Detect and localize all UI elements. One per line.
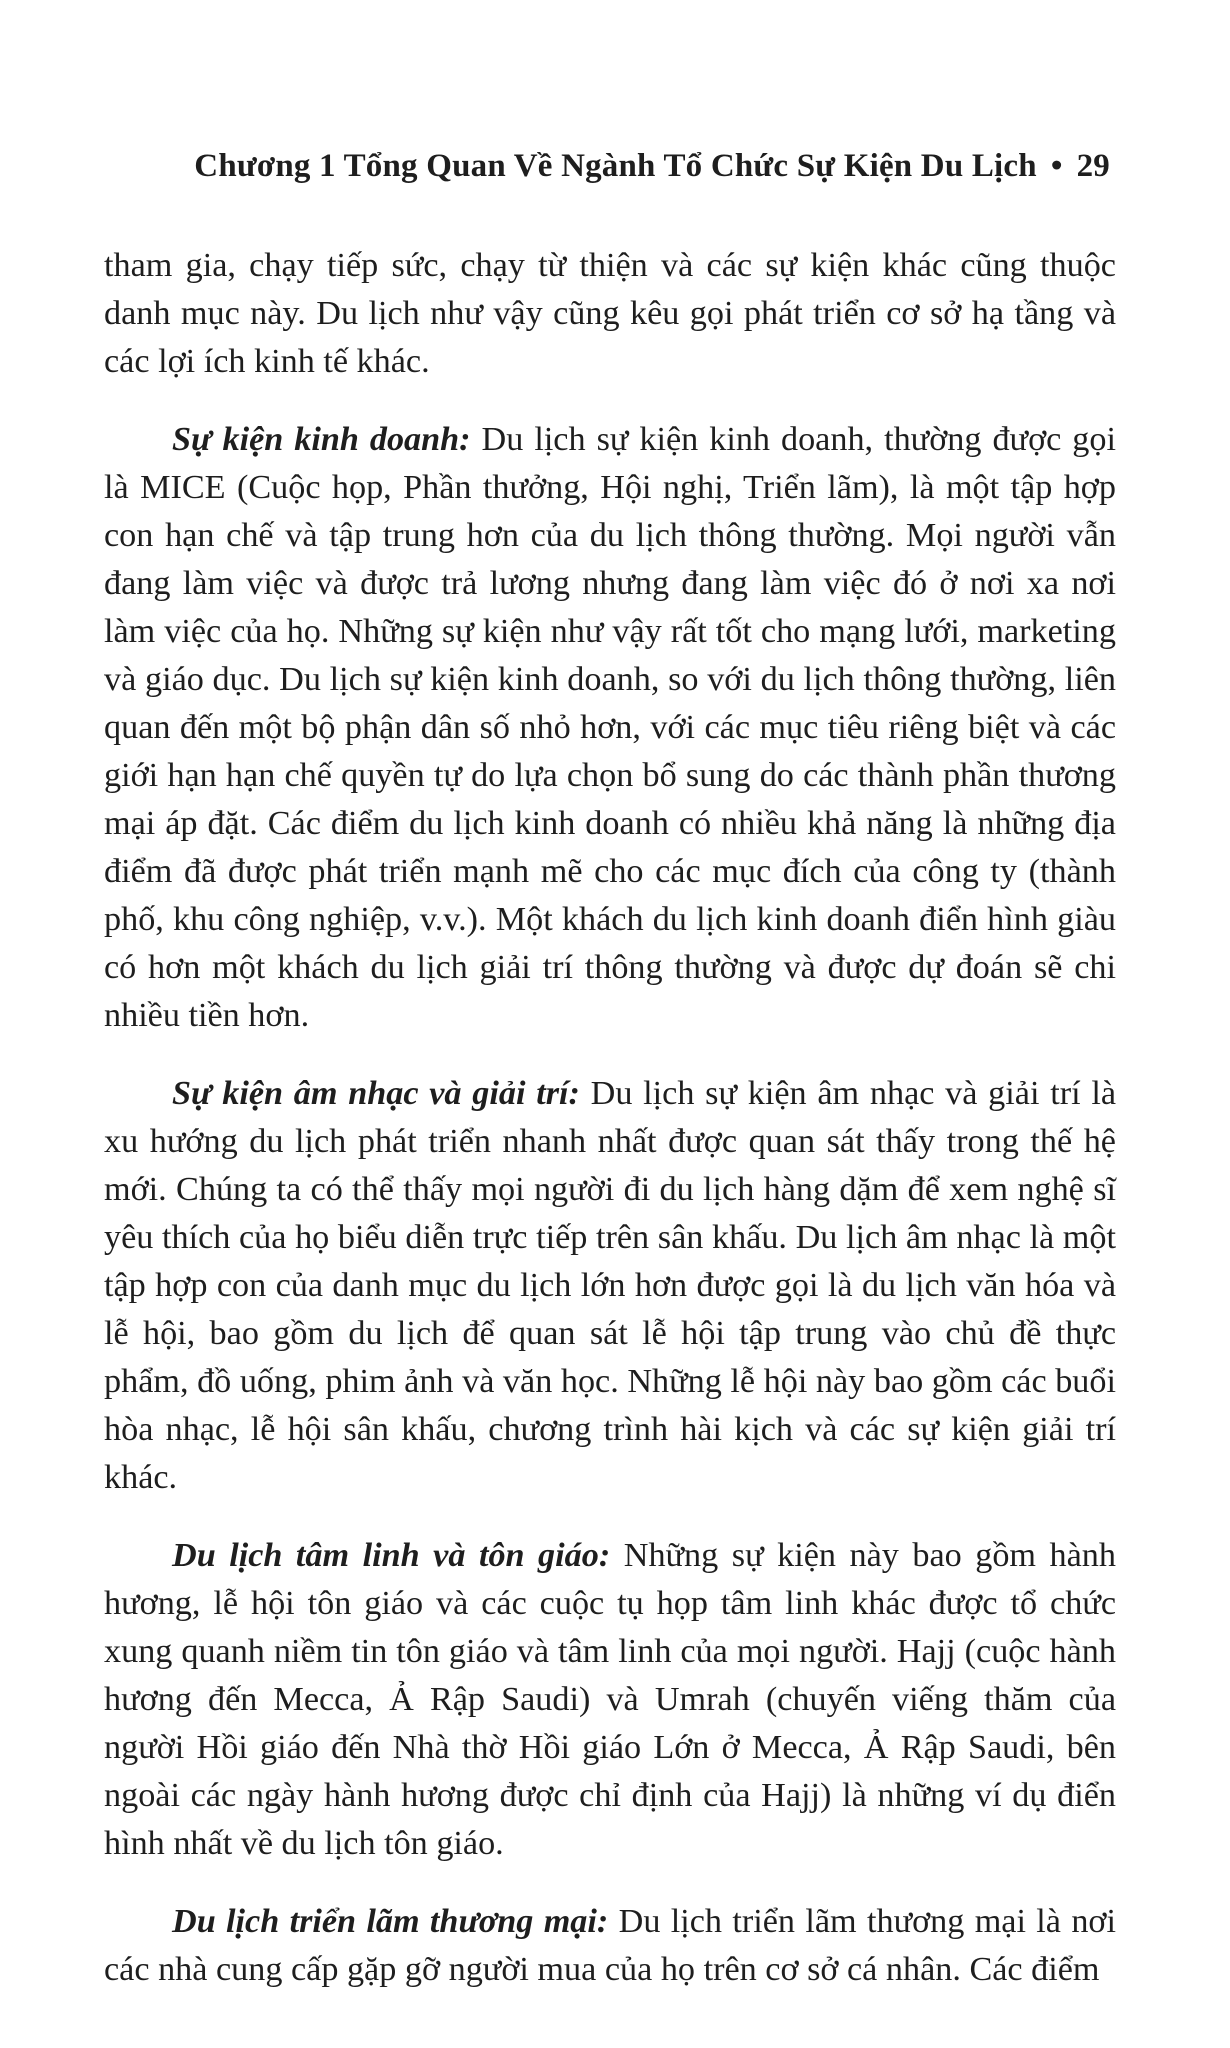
paragraph-text: Du lịch triển lãm thương mại là nơi các nhà cung cấp gặp gỡ người mua của họ trên cơ sở cá nhân. Các điểm	[104, 1903, 1116, 1988]
paragraph-heading: Sự kiện kinh doanh:	[172, 421, 471, 458]
chapter-title: Chương 1 Tổng Quan Về Ngành Tổ Chức Sự Kiện Du Lịch	[194, 148, 1037, 184]
running-header	[194, 148, 1110, 185]
paragraph-business-events	[104, 416, 1116, 1040]
paragraph-text: Du lịch sự kiện âm nhạc và giải trí là xu hướng du lịch phát triển nhanh nhất được quan sát thấy trong thế hệ mới. Chúng ta có thể thấy mọi người đi du lịch hàng dặm để xem nghệ sĩ yêu thích của họ biểu diễn trực tiếp trên sân khấu. Du lịch âm nhạc là một tập hợp con của danh mục du lịch lớn hơn được gọi là du lịch văn hóa và lễ hội, bao gồm du lịch để quan sát lễ hội tập trung vào chủ đề thực phẩm, đồ uống, phim ảnh và văn học. Những lễ hội này bao gồm các buổi hòa nhạc, lễ hội sân khấu, chương trình hài kịch và các sự kiện giải trí khác.	[104, 1075, 1116, 1496]
paragraph-spiritual-religious	[104, 1532, 1116, 1868]
paragraph-heading: Du lịch triển lãm thương mại:	[172, 1903, 609, 1940]
paragraph-text: Những sự kiện này bao gồm hành hương, lễ hội tôn giáo và các cuộc tụ họp tâm linh khác được tổ chức xung quanh niềm tin tôn giáo và tâm linh của mọi người. Hajj (cuộc hành hương đến Mecca, Ả Rập Saudi) và Umrah (chuyến viếng thăm của người Hồi giáo đến Nhà thờ Hồi giáo Lớn ở Mecca, Ả Rập Saudi, bên ngoài các ngày hành hương được chỉ định của Hajj) là những ví dụ điển hình nhất về du lịch tôn giáo.	[104, 1537, 1116, 1862]
paragraph-text: Du lịch sự kiện kinh doanh, thường được gọi là MICE (Cuộc họp, Phần thưởng, Hội nghị, Triển lãm), là một tập hợp con hạn chế và tập trung hơn của du lịch thông thường. Mọi người vẫn đang làm việc và được trả lương nhưng đang làm việc đó ở nơi xa nơi làm việc của họ. Những sự kiện như vậy rất tốt cho mạng lưới, marketing và giáo dục. Du lịch sự kiện kinh doanh, so với du lịch thông thường, liên quan đến một bộ phận dân số nhỏ hơn, với các mục tiêu riêng biệt và các giới hạn hạn chế quyền tự do lựa chọn bổ sung do các thành phần thương mại áp đặt. Các điểm du lịch kinh doanh có nhiều khả năng là những địa điểm đã được phát triển mạnh mẽ cho các mục đích của công ty (thành phố, khu công nghiệp, v.v.). Một khách du lịch kinh doanh điển hình giàu có hơn một khách du lịch giải trí thông thường và được dự đoán sẽ chi nhiều tiền hơn.	[104, 421, 1116, 1034]
page-number: 29	[1076, 148, 1110, 184]
paragraph-text: tham gia, chạy tiếp sức, chạy từ thiện và các sự kiện khác cũng thuộc danh mục này. Du lịch như vậy cũng kêu gọi phát triển cơ sở hạ tầng và các lợi ích kinh tế khác.	[104, 247, 1116, 380]
header-separator: •	[1050, 148, 1063, 184]
paragraph-heading: Du lịch tâm linh và tôn giáo:	[172, 1537, 611, 1574]
body-text	[104, 242, 1116, 2024]
paragraph-continuation	[104, 242, 1116, 386]
paragraph-heading: Sự kiện âm nhạc và giải trí:	[172, 1075, 580, 1112]
paragraph-trade-show	[104, 1898, 1116, 1994]
paragraph-music-entertainment	[104, 1070, 1116, 1502]
